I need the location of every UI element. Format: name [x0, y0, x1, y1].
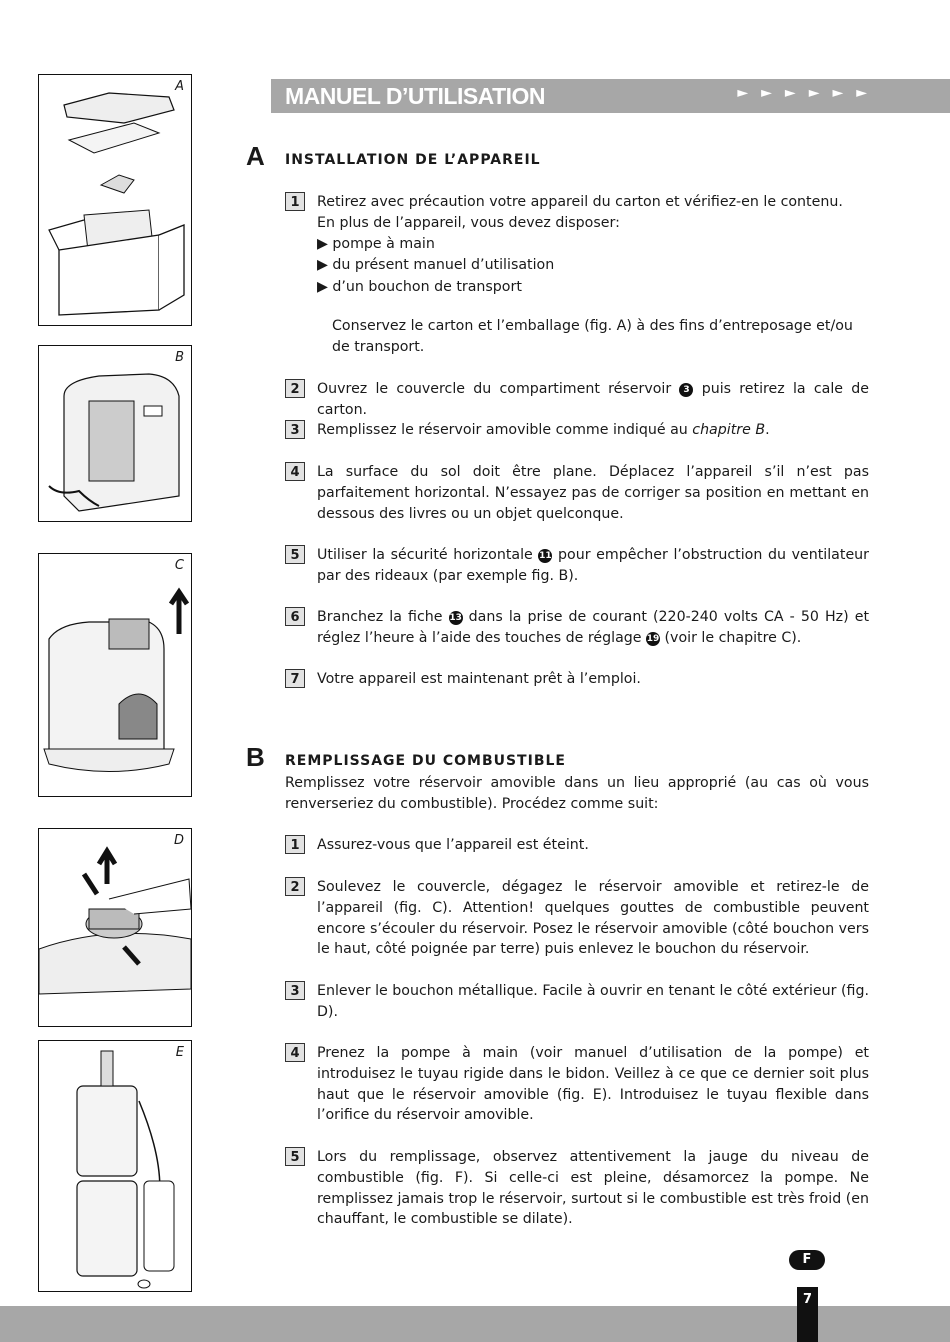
list-item: ▶ du présent manuel d’utilisation — [317, 257, 555, 274]
step-number: 5 — [285, 545, 305, 564]
step-a3 — [285, 420, 869, 441]
step-number: 6 — [285, 607, 305, 626]
figure-c-illustration — [39, 554, 191, 796]
step-b3 — [285, 981, 869, 1023]
figure-d — [38, 828, 192, 1027]
figure-c-label: C — [174, 558, 184, 573]
section-a-letter: A — [246, 141, 265, 171]
step-a5 — [285, 545, 869, 587]
figure-e — [38, 1040, 192, 1292]
step-text: Enlever le bouchon métallique. Facile à ouvrir en tenant le côté extérieur (fig. D). — [317, 983, 869, 1020]
figure-e-label: E — [175, 1045, 184, 1060]
page-title: MANUEL D’UTILISATION — [285, 83, 546, 109]
step-a2 — [285, 379, 869, 421]
step-text: Remplissez le réservoir amovible comme indiqué au chapitre B. — [317, 422, 770, 438]
figure-b-label: B — [175, 350, 184, 365]
step-number: 7 — [285, 669, 305, 688]
figure-d-label: D — [173, 833, 184, 848]
step-number: 2 — [285, 877, 305, 896]
language-badge: F — [789, 1250, 825, 1270]
step-number: 4 — [285, 462, 305, 481]
bullet-text: pompe à main — [332, 235, 435, 252]
figure-e-illustration — [39, 1041, 191, 1291]
list-item: ▶ pompe à main — [317, 235, 435, 252]
step-a4 — [285, 462, 869, 524]
step-text: Assurez-vous que l’appareil est éteint. — [317, 837, 589, 853]
step-number: 2 — [285, 379, 305, 398]
bullet-text: d’un bouchon de transport — [332, 278, 522, 295]
step-note: Conservez le carton et l’emballage (fig. A) à des fins d’entreposage et/ou de transport. — [332, 318, 853, 355]
ref-number-icon: 3 — [679, 383, 693, 397]
section-b-intro: Remplissez votre réservoir amovible dans un lieu approprié (au cas où vous renverseriez du combustible). Procédez comme suit: — [285, 775, 869, 812]
bullet-text: du présent manuel d’utilisation — [332, 257, 555, 274]
step-text: Votre appareil est maintenant prêt à l’emploi. — [317, 671, 641, 687]
step-text: Soulevez le couvercle, dégagez le réservoir amovible et retirez-le de l’appareil (fig. C). Attention! quelques gouttes de combustible peuvent encore s’écouler du réservoir. Posez le réservoir amovible (côté bouchon vers le haut, côté poignée par terre) puis enlevez le bouchon du réservoir. — [317, 879, 869, 958]
header-arrows: ►►►►►► — [737, 85, 880, 101]
step-b1 — [285, 835, 869, 856]
list-item: ▶ d’un bouchon de transport — [317, 278, 522, 295]
figure-a — [38, 74, 192, 326]
step-text: Retirez avec précaution votre appareil du carton et vérifiez-en le contenu. — [317, 194, 843, 210]
ref-number-icon: 13 — [449, 613, 462, 623]
step-a7 — [285, 669, 869, 690]
step-text: En plus de l’appareil, vous devez disposer: — [317, 214, 620, 231]
step-text: Ouvrez le couvercle du compartiment réservoir 3 puis retirez la cale de carton. — [317, 381, 869, 418]
step-a1 — [285, 192, 869, 358]
ref-number-icon: 19 — [646, 633, 660, 644]
section-a-title: INSTALLATION DE L’APPAREIL — [285, 152, 541, 168]
step-number: 5 — [285, 1147, 305, 1166]
ref-number-icon: 11 — [539, 551, 552, 561]
step-a6 — [285, 607, 869, 649]
step-text: Utiliser la sécurité horizontale 11 pour empêcher l’obstruction du ventilateur par des rideaux (par exemple fig. B). — [317, 547, 869, 584]
figure-b — [38, 345, 192, 522]
section-b-title: REMPLISSAGE DU COMBUSTIBLE — [285, 753, 566, 769]
step-number: 1 — [285, 192, 305, 211]
step-b4 — [285, 1043, 869, 1126]
figure-b-illustration — [39, 346, 191, 521]
header-bar — [271, 79, 950, 113]
section-b-letter: B — [246, 742, 265, 772]
step-b5 — [285, 1147, 869, 1230]
step-number: 1 — [285, 835, 305, 854]
page-number: 7 — [797, 1287, 818, 1342]
step-b2 — [285, 877, 869, 960]
step-text: Lors du remplissage, observez attentivement la jauge du niveau de combustible (fig. F). Si celle-ci est pleine, désamorcez la pompe. Ne remplissez jamais trop le réservoir, surtout si le combustible est très froid (en chauffant, le combustible se dilate). — [317, 1149, 869, 1228]
step-text: La surface du sol doit être plane. Déplacez l’appareil s’il n’est pas parfaitement horizontal. N’essayez pas de corriger sa position en mettant en dessous des livres ou un objet quelconque. — [317, 464, 869, 522]
figure-a-illustration — [39, 75, 191, 325]
figure-d-illustration — [39, 829, 191, 1026]
step-text: Prenez la pompe à main (voir manuel d’utilisation de la pompe) et introduisez le tuyau rigide dans le bidon. Veillez à ce que ce dernier soit plus haut que le réservoir amovible (fig. E). Introduisez le tuyau flexible dans l’orifice du réservoir amovible. — [317, 1045, 869, 1124]
step-text: Branchez la fiche 13 dans la prise de courant (220-240 volts CA - 50 Hz) et réglez l’heure à l’aide des touches de réglage 19 (voir le chapitre C). — [317, 609, 870, 646]
figure-c — [38, 553, 192, 797]
step-number: 4 — [285, 1043, 305, 1062]
step-number: 3 — [285, 420, 305, 439]
figure-a-label: A — [175, 79, 184, 94]
step-number: 3 — [285, 981, 305, 1000]
